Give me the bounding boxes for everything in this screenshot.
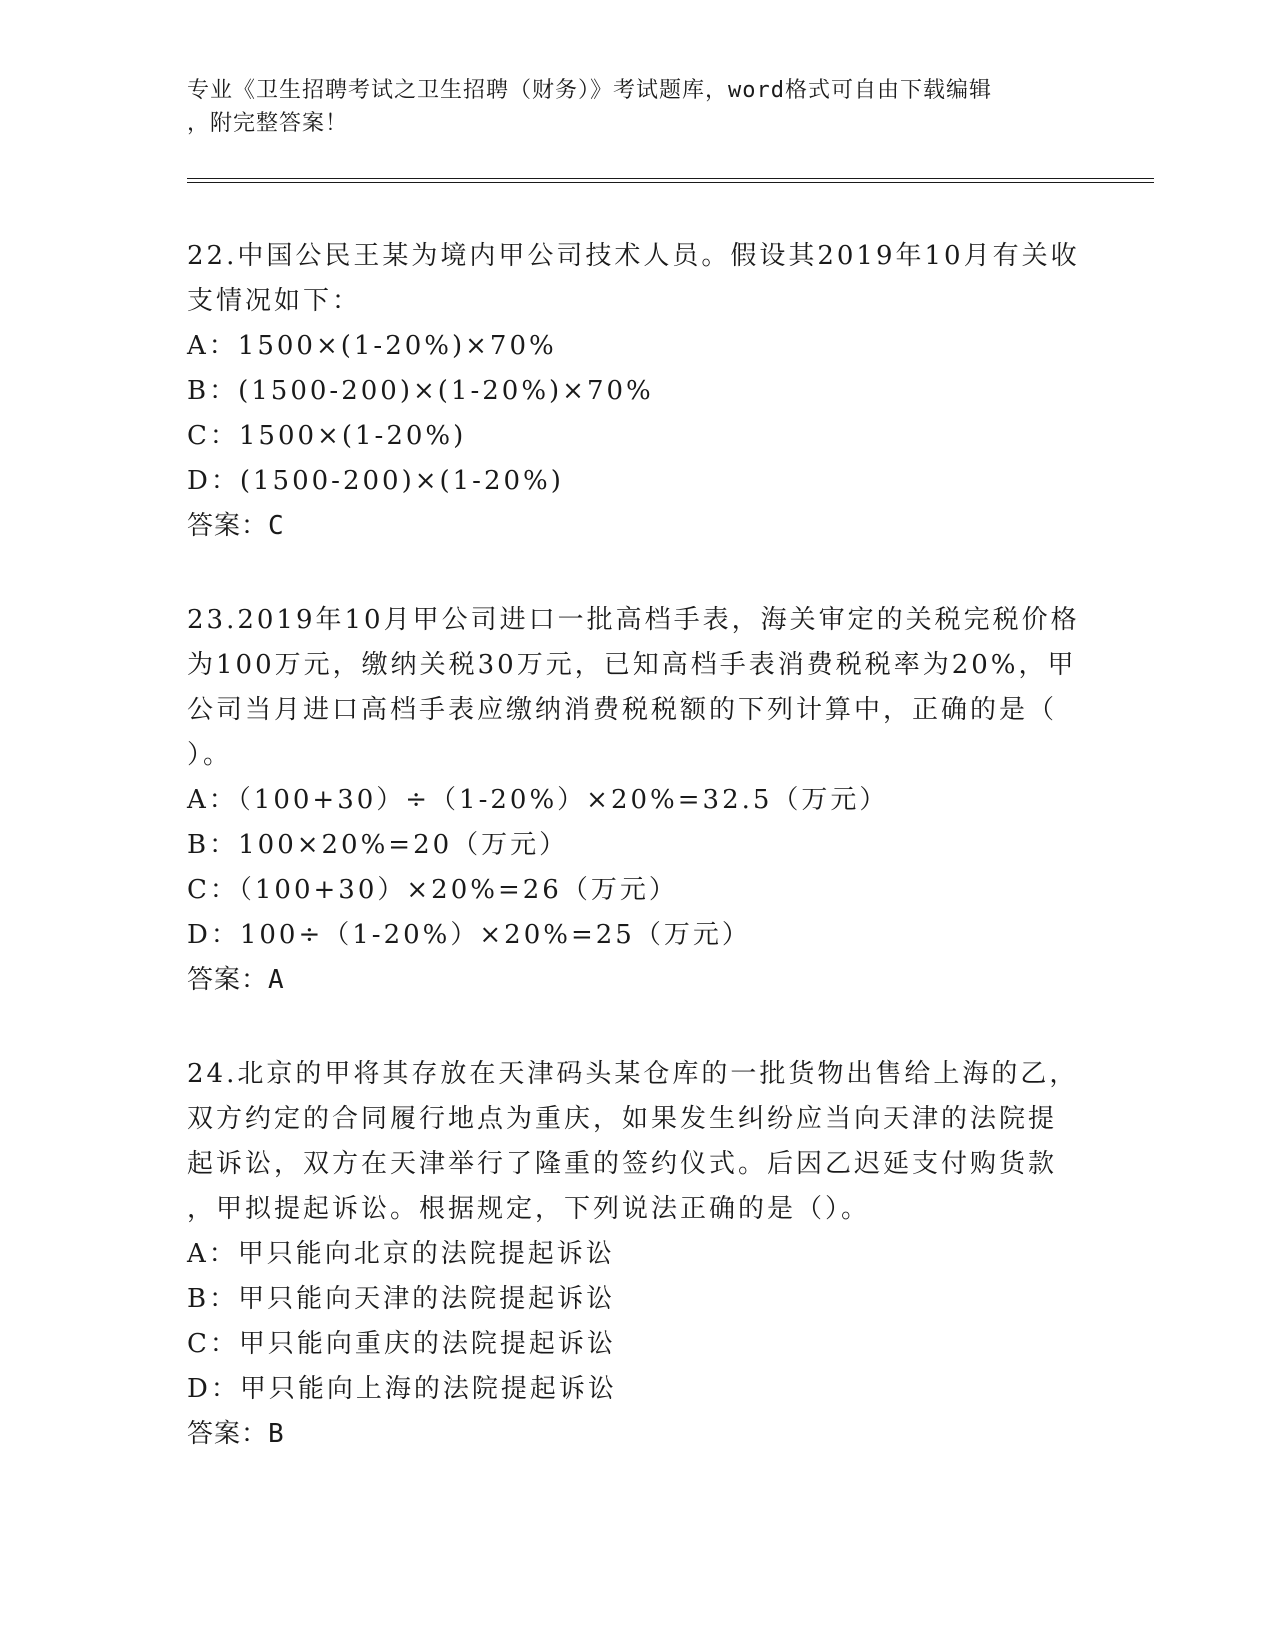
- answer-line: 答案：B: [187, 1419, 285, 1449]
- option-c: C：1500×(1-20%): [187, 421, 467, 451]
- option-d: D：甲只能向上海的法院提起诉讼: [187, 1374, 617, 1404]
- question-23: [187, 598, 1087, 1003]
- header-divider-top: [187, 178, 1154, 179]
- header-line-2: ，附完整答案！: [187, 111, 349, 136]
- question-stem-line: 双方约定的合同履行地点为重庆，如果发生纠纷应当向天津的法院提: [187, 1104, 1058, 1134]
- option-d: D：100÷（1-20%）×20%=25（万元）: [187, 920, 751, 950]
- question-stem-line: ，甲拟提起诉讼。根据规定，下列说法正确的是（）。: [187, 1194, 871, 1224]
- question-stem-line: 起诉讼，双方在天津举行了隆重的签约仪式。后因乙迟延支付购货款: [187, 1149, 1058, 1179]
- option-a: A：（100+30）÷（1-20%）×20%=32.5（万元）: [187, 785, 889, 815]
- header-line-1: 专业《卫生招聘考试之卫生招聘（财务）》考试题库，word格式可自由下载编辑: [187, 78, 992, 103]
- question-stem-line: 24.北京的甲将其存放在天津码头某仓库的一批货物出售给上海的乙，: [187, 1059, 1079, 1089]
- question-22: [187, 234, 1087, 549]
- answer-line: 答案：C: [187, 511, 285, 541]
- option-a: A：1500×(1-20%)×70%: [187, 331, 557, 361]
- option-b: B：(1500-200)×(1-20%)×70%: [187, 376, 654, 406]
- option-a: A：甲只能向北京的法院提起诉讼: [187, 1239, 615, 1269]
- option-d: D：(1500-200)×(1-20%): [187, 466, 564, 496]
- answer-line: 答案：A: [187, 965, 285, 995]
- option-b: B：100×20%=20（万元）: [187, 830, 569, 860]
- question-stem-line: 22.中国公民王某为境内甲公司技术人员。假设其2019年10月有关收: [187, 241, 1080, 271]
- question-stem-line: ）。: [187, 740, 233, 770]
- document-header: [187, 74, 1087, 140]
- option-b: B：甲只能向天津的法院提起诉讼: [187, 1284, 616, 1314]
- question-stem-line: 为100万元，缴纳关税30万元，已知高档手表消费税税率为20%，甲: [187, 650, 1077, 680]
- header-divider-bottom: [187, 182, 1154, 183]
- option-c: C：甲只能向重庆的法院提起诉讼: [187, 1329, 616, 1359]
- question-stem-line: 23.2019年10月甲公司进口一批高档手表，海关审定的关税完税价格: [187, 605, 1080, 635]
- question-24: [187, 1052, 1087, 1457]
- option-c: C：（100+30）×20%=26（万元）: [187, 875, 678, 905]
- question-stem-line: 支情况如下：: [187, 286, 362, 316]
- question-stem-line: 公司当月进口高档手表应缴纳消费税税额的下列计算中，正确的是（: [187, 695, 1058, 725]
